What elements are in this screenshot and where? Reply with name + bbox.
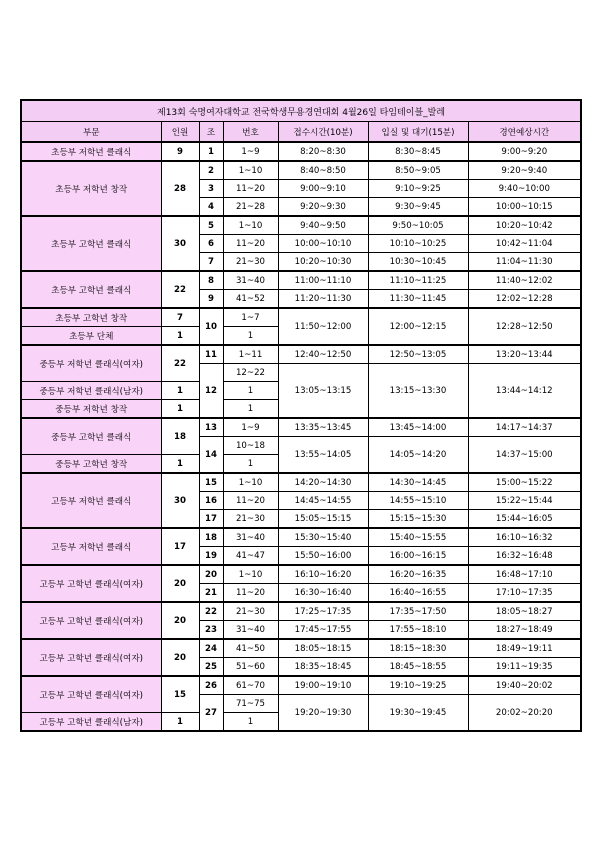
waiting-cell: 14:05~14:20 bbox=[368, 437, 468, 474]
jo-cell: 6 bbox=[199, 235, 223, 253]
performance-cell: 12:28~12:50 bbox=[468, 308, 581, 345]
number-cell: 41~50 bbox=[223, 639, 278, 658]
waiting-cell: 13:15~13:30 bbox=[368, 364, 468, 419]
count-cell: 7 bbox=[161, 308, 199, 327]
waiting-cell: 18:15~18:30 bbox=[368, 639, 468, 658]
performance-cell: 16:10~16:32 bbox=[468, 528, 581, 547]
jo-cell: 11 bbox=[199, 345, 223, 364]
jo-cell: 4 bbox=[199, 198, 223, 217]
number-cell: 1~11 bbox=[223, 345, 278, 364]
performance-cell: 13:20~13:44 bbox=[468, 345, 581, 364]
jo-cell: 17 bbox=[199, 510, 223, 529]
number-cell: 10~18 bbox=[223, 437, 278, 455]
number-cell: 21~30 bbox=[223, 253, 278, 272]
number-cell: 1 bbox=[223, 400, 278, 419]
performance-cell: 17:10~17:35 bbox=[468, 584, 581, 603]
number-cell: 31~40 bbox=[223, 621, 278, 640]
table-row bbox=[21, 565, 581, 584]
count-cell: 20 bbox=[161, 639, 199, 676]
division-cell: 초등부 저학년 창작 bbox=[21, 161, 161, 216]
waiting-cell: 17:55~18:10 bbox=[368, 621, 468, 640]
performance-cell: 14:37~15:00 bbox=[468, 437, 581, 474]
performance-cell: 9:20~9:40 bbox=[468, 161, 581, 180]
waiting-cell: 9:30~9:45 bbox=[368, 198, 468, 217]
header-performance: 경연예상시간 bbox=[468, 122, 581, 143]
jo-cell: 5 bbox=[199, 216, 223, 235]
count-cell: 18 bbox=[161, 418, 199, 455]
performance-cell: 9:40~10:00 bbox=[468, 180, 581, 198]
jo-cell: 26 bbox=[199, 676, 223, 695]
number-cell: 31~40 bbox=[223, 528, 278, 547]
division-cell: 중등부 고학년 클래식 bbox=[21, 418, 161, 455]
table-row bbox=[21, 473, 581, 492]
performance-cell: 9:00~9:20 bbox=[468, 142, 581, 161]
check-in-cell: 14:45~14:55 bbox=[278, 492, 368, 510]
table-row bbox=[21, 418, 581, 437]
division-cell: 중등부 저학년 클래식(남자) bbox=[21, 382, 161, 400]
performance-cell: 16:32~16:48 bbox=[468, 547, 581, 566]
performance-cell: 18:05~18:27 bbox=[468, 602, 581, 621]
check-in-cell: 16:30~16:40 bbox=[278, 584, 368, 603]
jo-cell: 14 bbox=[199, 437, 223, 474]
count-cell: 30 bbox=[161, 473, 199, 528]
waiting-cell: 15:15~15:30 bbox=[368, 510, 468, 529]
count-cell: 17 bbox=[161, 528, 199, 565]
header-jo: 조 bbox=[199, 122, 223, 143]
waiting-cell: 18:45~18:55 bbox=[368, 658, 468, 677]
jo-cell: 22 bbox=[199, 602, 223, 621]
number-cell: 61~70 bbox=[223, 676, 278, 695]
table-row bbox=[21, 161, 581, 180]
number-cell: 71~75 bbox=[223, 695, 278, 713]
check-in-cell: 15:50~16:00 bbox=[278, 547, 368, 566]
number-cell: 1 bbox=[223, 455, 278, 474]
performance-cell: 11:04~11:30 bbox=[468, 253, 581, 272]
performance-cell: 15:22~15:44 bbox=[468, 492, 581, 510]
jo-cell: 24 bbox=[199, 639, 223, 658]
performance-cell: 12:02~12:28 bbox=[468, 290, 581, 309]
check-in-cell: 11:50~12:00 bbox=[278, 308, 368, 345]
division-cell: 중등부 저학년 클래식(여자) bbox=[21, 345, 161, 382]
jo-cell: 12 bbox=[199, 364, 223, 419]
number-cell: 51~60 bbox=[223, 658, 278, 677]
jo-cell: 20 bbox=[199, 565, 223, 584]
waiting-cell: 13:45~14:00 bbox=[368, 418, 468, 437]
number-cell: 1~7 bbox=[223, 308, 278, 327]
number-cell: 1~10 bbox=[223, 161, 278, 180]
performance-cell: 19:11~19:35 bbox=[468, 658, 581, 677]
number-cell: 21~30 bbox=[223, 602, 278, 621]
jo-cell: 3 bbox=[199, 180, 223, 198]
timetable-body bbox=[21, 142, 581, 731]
waiting-cell: 9:10~9:25 bbox=[368, 180, 468, 198]
header-count: 인원 bbox=[161, 122, 199, 143]
performance-cell: 19:40~20:02 bbox=[468, 676, 581, 695]
number-cell: 1~10 bbox=[223, 473, 278, 492]
count-cell: 15 bbox=[161, 676, 199, 713]
waiting-cell: 19:30~19:45 bbox=[368, 695, 468, 732]
number-cell: 21~30 bbox=[223, 510, 278, 529]
jo-cell: 8 bbox=[199, 271, 223, 290]
number-cell: 11~20 bbox=[223, 235, 278, 253]
number-cell: 11~20 bbox=[223, 492, 278, 510]
count-cell: 1 bbox=[161, 382, 199, 400]
waiting-cell: 9:50~10:05 bbox=[368, 216, 468, 235]
check-in-cell: 12:40~12:50 bbox=[278, 345, 368, 364]
timetable bbox=[20, 99, 582, 732]
table-row bbox=[21, 528, 581, 547]
count-cell: 20 bbox=[161, 602, 199, 639]
division-cell: 고등부 고학년 클래식(여자) bbox=[21, 565, 161, 602]
waiting-cell: 8:50~9:05 bbox=[368, 161, 468, 180]
division-cell: 초등부 저학년 클래식 bbox=[21, 142, 161, 161]
count-cell: 20 bbox=[161, 565, 199, 602]
division-cell: 고등부 저학년 클래식 bbox=[21, 528, 161, 565]
performance-cell: 13:44~14:12 bbox=[468, 364, 581, 419]
count-cell: 1 bbox=[161, 713, 199, 732]
table-row bbox=[21, 345, 581, 364]
table-row bbox=[21, 602, 581, 621]
check-in-cell: 11:20~11:30 bbox=[278, 290, 368, 309]
check-in-cell: 15:05~15:15 bbox=[278, 510, 368, 529]
waiting-cell: 19:10~19:25 bbox=[368, 676, 468, 695]
check-in-cell: 10:20~10:30 bbox=[278, 253, 368, 272]
waiting-cell: 16:40~16:55 bbox=[368, 584, 468, 603]
number-cell: 1~9 bbox=[223, 142, 278, 161]
check-in-cell: 9:20~9:30 bbox=[278, 198, 368, 217]
division-cell: 고등부 고학년 클래식(여자) bbox=[21, 639, 161, 676]
performance-cell: 15:44~16:05 bbox=[468, 510, 581, 529]
division-cell: 고등부 고학년 클래식(남자) bbox=[21, 713, 161, 732]
performance-cell: 20:02~20:20 bbox=[468, 695, 581, 732]
check-in-cell: 18:05~18:15 bbox=[278, 639, 368, 658]
performance-cell: 10:20~10:42 bbox=[468, 216, 581, 235]
count-cell: 22 bbox=[161, 345, 199, 382]
jo-cell: 21 bbox=[199, 584, 223, 603]
jo-cell: 1 bbox=[199, 142, 223, 161]
waiting-cell: 11:30~11:45 bbox=[368, 290, 468, 309]
performance-cell: 18:27~18:49 bbox=[468, 621, 581, 640]
number-cell: 41~52 bbox=[223, 290, 278, 309]
division-cell: 고등부 고학년 클래식(여자) bbox=[21, 602, 161, 639]
waiting-cell: 12:00~12:15 bbox=[368, 308, 468, 345]
jo-cell: 15 bbox=[199, 473, 223, 492]
check-in-cell: 8:20~8:30 bbox=[278, 142, 368, 161]
check-in-cell: 11:00~11:10 bbox=[278, 271, 368, 290]
check-in-cell: 14:20~14:30 bbox=[278, 473, 368, 492]
number-cell: 1~9 bbox=[223, 418, 278, 437]
check-in-cell: 10:00~10:10 bbox=[278, 235, 368, 253]
check-in-cell: 17:45~17:55 bbox=[278, 621, 368, 640]
number-cell: 1~10 bbox=[223, 565, 278, 584]
check-in-cell: 13:35~13:45 bbox=[278, 418, 368, 437]
check-in-cell: 18:35~18:45 bbox=[278, 658, 368, 677]
table-row bbox=[21, 216, 581, 235]
waiting-cell: 14:30~14:45 bbox=[368, 473, 468, 492]
performance-cell: 14:17~14:37 bbox=[468, 418, 581, 437]
check-in-cell: 8:40~8:50 bbox=[278, 161, 368, 180]
waiting-cell: 8:30~8:45 bbox=[368, 142, 468, 161]
jo-cell: 16 bbox=[199, 492, 223, 510]
number-cell: 1 bbox=[223, 713, 278, 732]
waiting-cell: 15:40~15:55 bbox=[368, 528, 468, 547]
count-cell: 1 bbox=[161, 455, 199, 474]
check-in-cell: 16:10~16:20 bbox=[278, 565, 368, 584]
count-cell: 22 bbox=[161, 271, 199, 308]
check-in-cell: 13:55~14:05 bbox=[278, 437, 368, 474]
waiting-cell: 10:30~10:45 bbox=[368, 253, 468, 272]
check-in-cell: 13:05~13:15 bbox=[278, 364, 368, 419]
number-cell: 31~40 bbox=[223, 271, 278, 290]
performance-cell: 15:00~15:22 bbox=[468, 473, 581, 492]
check-in-cell: 15:30~15:40 bbox=[278, 528, 368, 547]
waiting-cell: 12:50~13:05 bbox=[368, 345, 468, 364]
jo-cell: 13 bbox=[199, 418, 223, 437]
jo-cell: 10 bbox=[199, 308, 223, 345]
waiting-cell: 16:00~16:15 bbox=[368, 547, 468, 566]
performance-cell: 10:42~11:04 bbox=[468, 235, 581, 253]
jo-cell: 27 bbox=[199, 695, 223, 732]
jo-cell: 2 bbox=[199, 161, 223, 180]
count-cell: 9 bbox=[161, 142, 199, 161]
jo-cell: 19 bbox=[199, 547, 223, 566]
count-cell: 28 bbox=[161, 161, 199, 216]
number-cell: 21~28 bbox=[223, 198, 278, 217]
check-in-cell: 9:40~9:50 bbox=[278, 216, 368, 235]
performance-cell: 18:49~19:11 bbox=[468, 639, 581, 658]
jo-cell: 9 bbox=[199, 290, 223, 309]
count-cell: 1 bbox=[161, 400, 199, 419]
table-row bbox=[21, 639, 581, 658]
waiting-cell: 16:20~16:35 bbox=[368, 565, 468, 584]
table-row bbox=[21, 308, 581, 327]
performance-cell: 11:40~12:02 bbox=[468, 271, 581, 290]
division-cell: 초등부 고학년 창작 bbox=[21, 308, 161, 327]
division-cell: 초등부 고학년 클래식 bbox=[21, 271, 161, 308]
waiting-cell: 14:55~15:10 bbox=[368, 492, 468, 510]
count-cell: 1 bbox=[161, 327, 199, 346]
waiting-cell: 11:10~11:25 bbox=[368, 271, 468, 290]
division-cell: 고등부 고학년 클래식(여자) bbox=[21, 676, 161, 713]
table-row bbox=[21, 142, 581, 161]
number-cell: 11~20 bbox=[223, 180, 278, 198]
number-cell: 12~22 bbox=[223, 364, 278, 382]
division-cell: 초등부 고학년 클래식 bbox=[21, 216, 161, 271]
performance-cell: 16:48~17:10 bbox=[468, 565, 581, 584]
check-in-cell: 9:00~9:10 bbox=[278, 180, 368, 198]
check-in-cell: 19:00~19:10 bbox=[278, 676, 368, 695]
header-division: 부문 bbox=[21, 122, 161, 143]
division-cell: 중등부 고학년 창작 bbox=[21, 455, 161, 474]
division-cell: 고등부 저학년 클래식 bbox=[21, 473, 161, 528]
table-row bbox=[21, 271, 581, 290]
jo-cell: 25 bbox=[199, 658, 223, 677]
check-in-cell: 17:25~17:35 bbox=[278, 602, 368, 621]
header-number: 번호 bbox=[223, 122, 278, 143]
header-check-in: 접수시간(10분) bbox=[278, 122, 368, 143]
table-title: 제13회 숙명여자대학교 전국학생무용경연대회 4월26일 타임테이블_발레 bbox=[21, 100, 581, 122]
division-cell: 초등부 단체 bbox=[21, 327, 161, 346]
waiting-cell: 10:10~10:25 bbox=[368, 235, 468, 253]
count-cell: 30 bbox=[161, 216, 199, 271]
number-cell: 41~47 bbox=[223, 547, 278, 566]
division-cell: 중등부 저학년 창작 bbox=[21, 400, 161, 419]
table-row bbox=[21, 676, 581, 695]
jo-cell: 18 bbox=[199, 528, 223, 547]
number-cell: 11~20 bbox=[223, 584, 278, 603]
jo-cell: 7 bbox=[199, 253, 223, 272]
performance-cell: 10:00~10:15 bbox=[468, 198, 581, 217]
waiting-cell: 17:35~17:50 bbox=[368, 602, 468, 621]
number-cell: 1 bbox=[223, 327, 278, 346]
number-cell: 1 bbox=[223, 382, 278, 400]
number-cell: 1~10 bbox=[223, 216, 278, 235]
check-in-cell: 19:20~19:30 bbox=[278, 695, 368, 732]
jo-cell: 23 bbox=[199, 621, 223, 640]
header-waiting: 입실 및 대기(15분) bbox=[368, 122, 468, 143]
